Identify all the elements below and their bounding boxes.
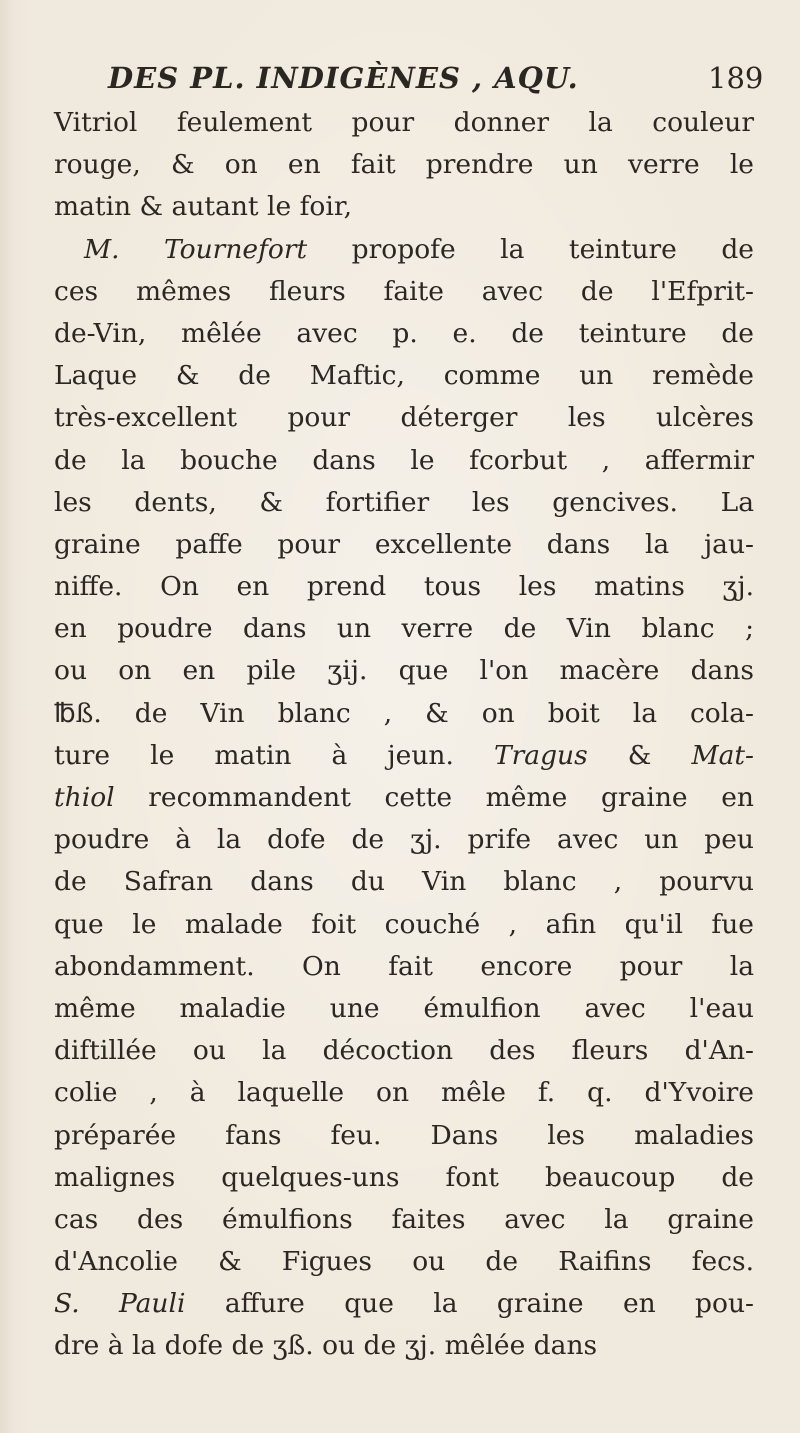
- text-line: [54, 904, 754, 946]
- text-run: en poudre dans un verre de Vin blanc ;: [54, 613, 754, 645]
- text-run: ture le matin à jeun.: [54, 739, 494, 771]
- text-run: diftillée ou la décoction des fleurs d'An-: [54, 1035, 754, 1067]
- text-line: [54, 988, 754, 1030]
- text-line: [54, 1283, 754, 1325]
- text-run: niffe. On en prend tous les matins ʒj.: [54, 571, 754, 603]
- text-run: de Safran dans du Vin blanc , pourvu: [54, 866, 754, 898]
- body-text: [54, 102, 754, 1368]
- text-run: Laque & de Maftic, comme un remède: [54, 360, 754, 392]
- text-line: [54, 186, 754, 228]
- text-run: colie , à laquelle on mêle f. q. d'Yvoire: [54, 1077, 754, 1109]
- text-line: [54, 482, 754, 524]
- text-line: [54, 566, 754, 608]
- text-line: [54, 440, 754, 482]
- italic-name: S. Pauli: [54, 1288, 186, 1320]
- text-run: d'Ancolie & Figues ou de Raifins fecs.: [54, 1246, 754, 1278]
- text-run: Vitriol feulement pour donner la couleur: [54, 107, 754, 138]
- text-run: rouge, & on en fait prendre un verre le: [54, 149, 754, 181]
- italic-name: Mat-: [691, 739, 755, 771]
- text-line: [54, 735, 754, 777]
- text-run: dre à la dofe de ʒß. ou de ʒj. mêlée dans: [54, 1330, 598, 1362]
- text-line: [54, 777, 754, 819]
- page-number: 189: [708, 61, 764, 95]
- text-line: [54, 1157, 754, 1199]
- italic-name: M. Tournefort: [84, 233, 308, 265]
- text-line: [54, 1115, 754, 1157]
- text-run: &: [587, 739, 692, 771]
- text-run: de-Vin, mêlée avec p. e. de teinture de: [54, 317, 754, 349]
- text-run: même maladie une émulfion avec l'eau: [54, 992, 754, 1024]
- text-run: ou on en pile ʒij. que l'on macère dans: [54, 655, 754, 687]
- text-run: poudre à la dofe de ʒj. prife avec un peu: [54, 824, 754, 856]
- text-line: [54, 693, 754, 735]
- text-run: ℔ß. de Vin blanc , & on boit la cola-: [54, 697, 754, 729]
- text-line: [54, 819, 754, 861]
- text-line: [54, 1199, 754, 1241]
- text-run: cas des émulfions faites avec la graine: [54, 1203, 754, 1235]
- text-run: abondamment. On fait encore pour la: [54, 950, 754, 982]
- text-line: [54, 1072, 754, 1114]
- text-run: recommandent cette même graine en: [114, 782, 754, 813]
- text-line: [54, 1325, 754, 1367]
- italic-name: Tragus: [493, 739, 588, 771]
- text-line: [54, 524, 754, 566]
- text-run: graine paffe pour excellente dans la jau-: [54, 528, 754, 560]
- text-line: [54, 102, 754, 144]
- text-run: que le malade foit couché , afin qu'il fue: [54, 908, 754, 940]
- text-line: [54, 271, 754, 313]
- text-run: les dents, & fortifier les gencives. La: [54, 486, 754, 518]
- text-line: [54, 1241, 754, 1283]
- text-run: de la bouche dans le fcorbut , affermir: [54, 444, 754, 476]
- text-line: [54, 144, 754, 186]
- text-run: malignes quelques-uns font beaucoup de: [54, 1161, 754, 1193]
- text-run: très-excellent pour déterger les ulcères: [54, 402, 754, 434]
- text-run: propofe la teinture de: [307, 233, 754, 265]
- text-run: matin & autant le foir,: [54, 191, 353, 223]
- text-line: [54, 946, 754, 988]
- text-run: ces mêmes fleurs faite avec de l'Efprit-: [54, 275, 754, 307]
- text-line: [54, 650, 754, 692]
- text-line: [54, 313, 754, 355]
- text-run: affure que la graine en pou-: [185, 1288, 754, 1320]
- text-line: [54, 861, 754, 903]
- text-line: [54, 229, 754, 271]
- text-line: [54, 397, 754, 439]
- text-line: [54, 608, 754, 650]
- running-head: DES PL. INDIGÈNES , AQU.: [108, 61, 579, 95]
- text-run: préparée fans feu. Dans les maladies: [54, 1119, 754, 1151]
- text-line: [54, 1030, 754, 1072]
- text-line: [54, 355, 754, 397]
- italic-name: thiol: [54, 782, 115, 813]
